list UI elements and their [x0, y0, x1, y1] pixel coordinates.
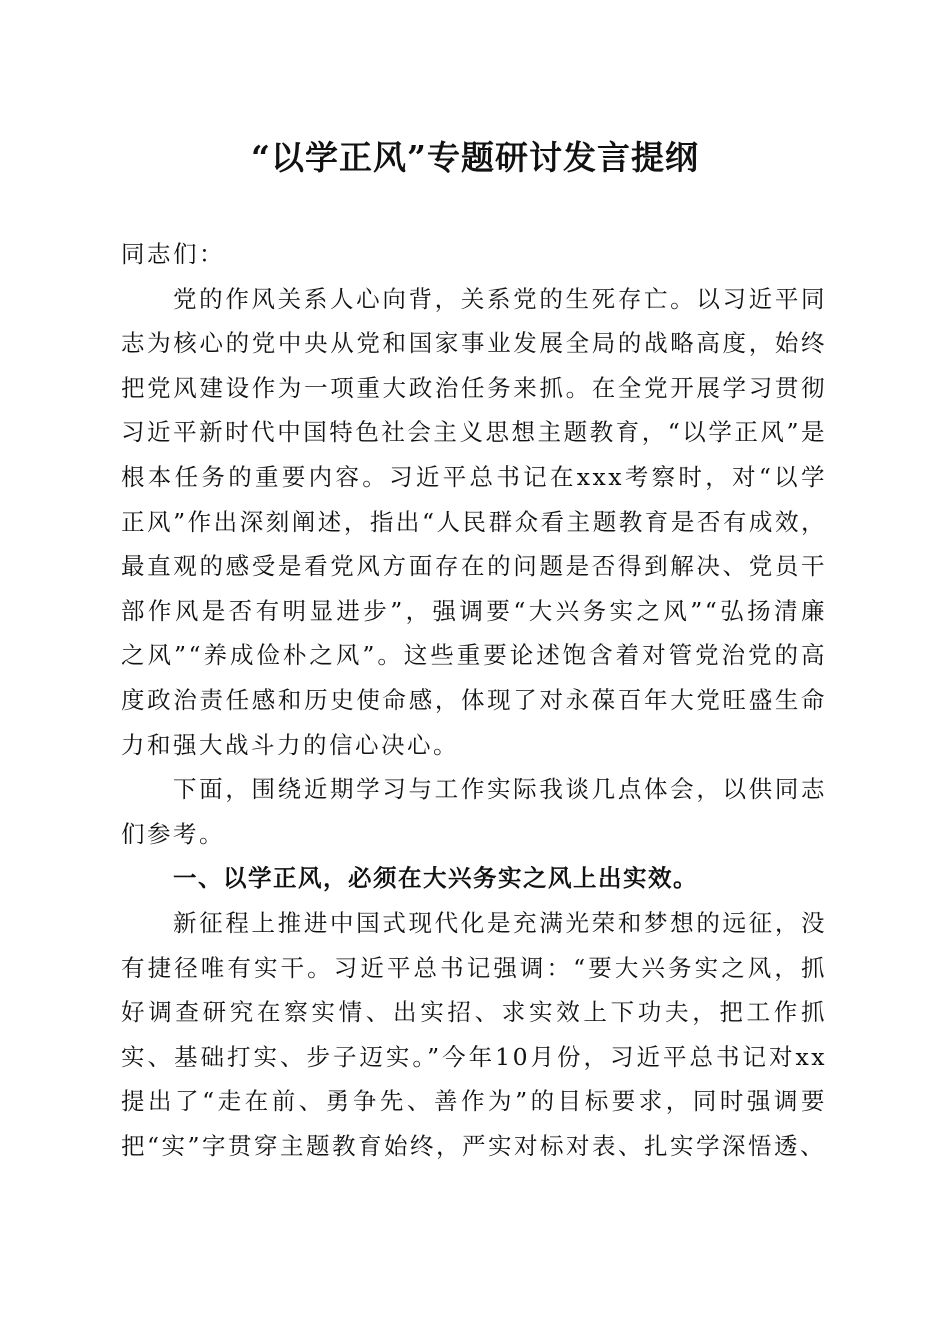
section-heading-1: 一、以学正风，必须在大兴务实之风上出实效。	[173, 864, 698, 893]
document-title: “以学正风”专题研讨发言提纲	[251, 138, 699, 177]
document-body	[121, 232, 827, 1168]
transition-paragraph: 下面，围绕近期学习与工作实际我谈几点体会，以供同志们参考。	[121, 775, 827, 848]
section-1-paragraph: 新征程上推进中国式现代化是充满光荣和梦想的远征，没有捷径唯有实干。习近平总书记强调：“要大兴务实之风，抓好调查研究在察实情、出实招、求实效上下功夫，把工作抓实、基础打实、步子迈实。”今年10月份，习近平总书记对xx提出了“走在前、勇争先、善作为”的目标要求，同时强调要把“实”字贯穿主题教育始终，严实对标对表、扎实学深悟透、	[121, 908, 827, 1160]
salutation: 同志们：	[121, 240, 225, 268]
intro-paragraph: 党的作风关系人心向背，关系党的生死存亡。以习近平同志为核心的党中央从党和国家事业发展全局的战略高度，始终把党风建设作为一项重大政治任务来抓。在全党开展学习贯彻习近平新时代中国特色社会主义思想主题教育，“以学正风”是根本任务的重要内容。习近平总书记在xxx考察时，对“以学正风”作出深刻阐述，指出“人民群众看主题教育是否有成效，最直观的感受是看党风方面存在的问题是否得到解决、党员干部作风是否有明显进步”，强调要“大兴务实之风”“弘扬清廉之风”“养成俭朴之风”。这些重要论述饱含着对管党治党的高度政治责任感和历史使命感，体现了对永葆百年大党旺盛生命力和强大战斗力的信心决心。	[121, 284, 827, 759]
